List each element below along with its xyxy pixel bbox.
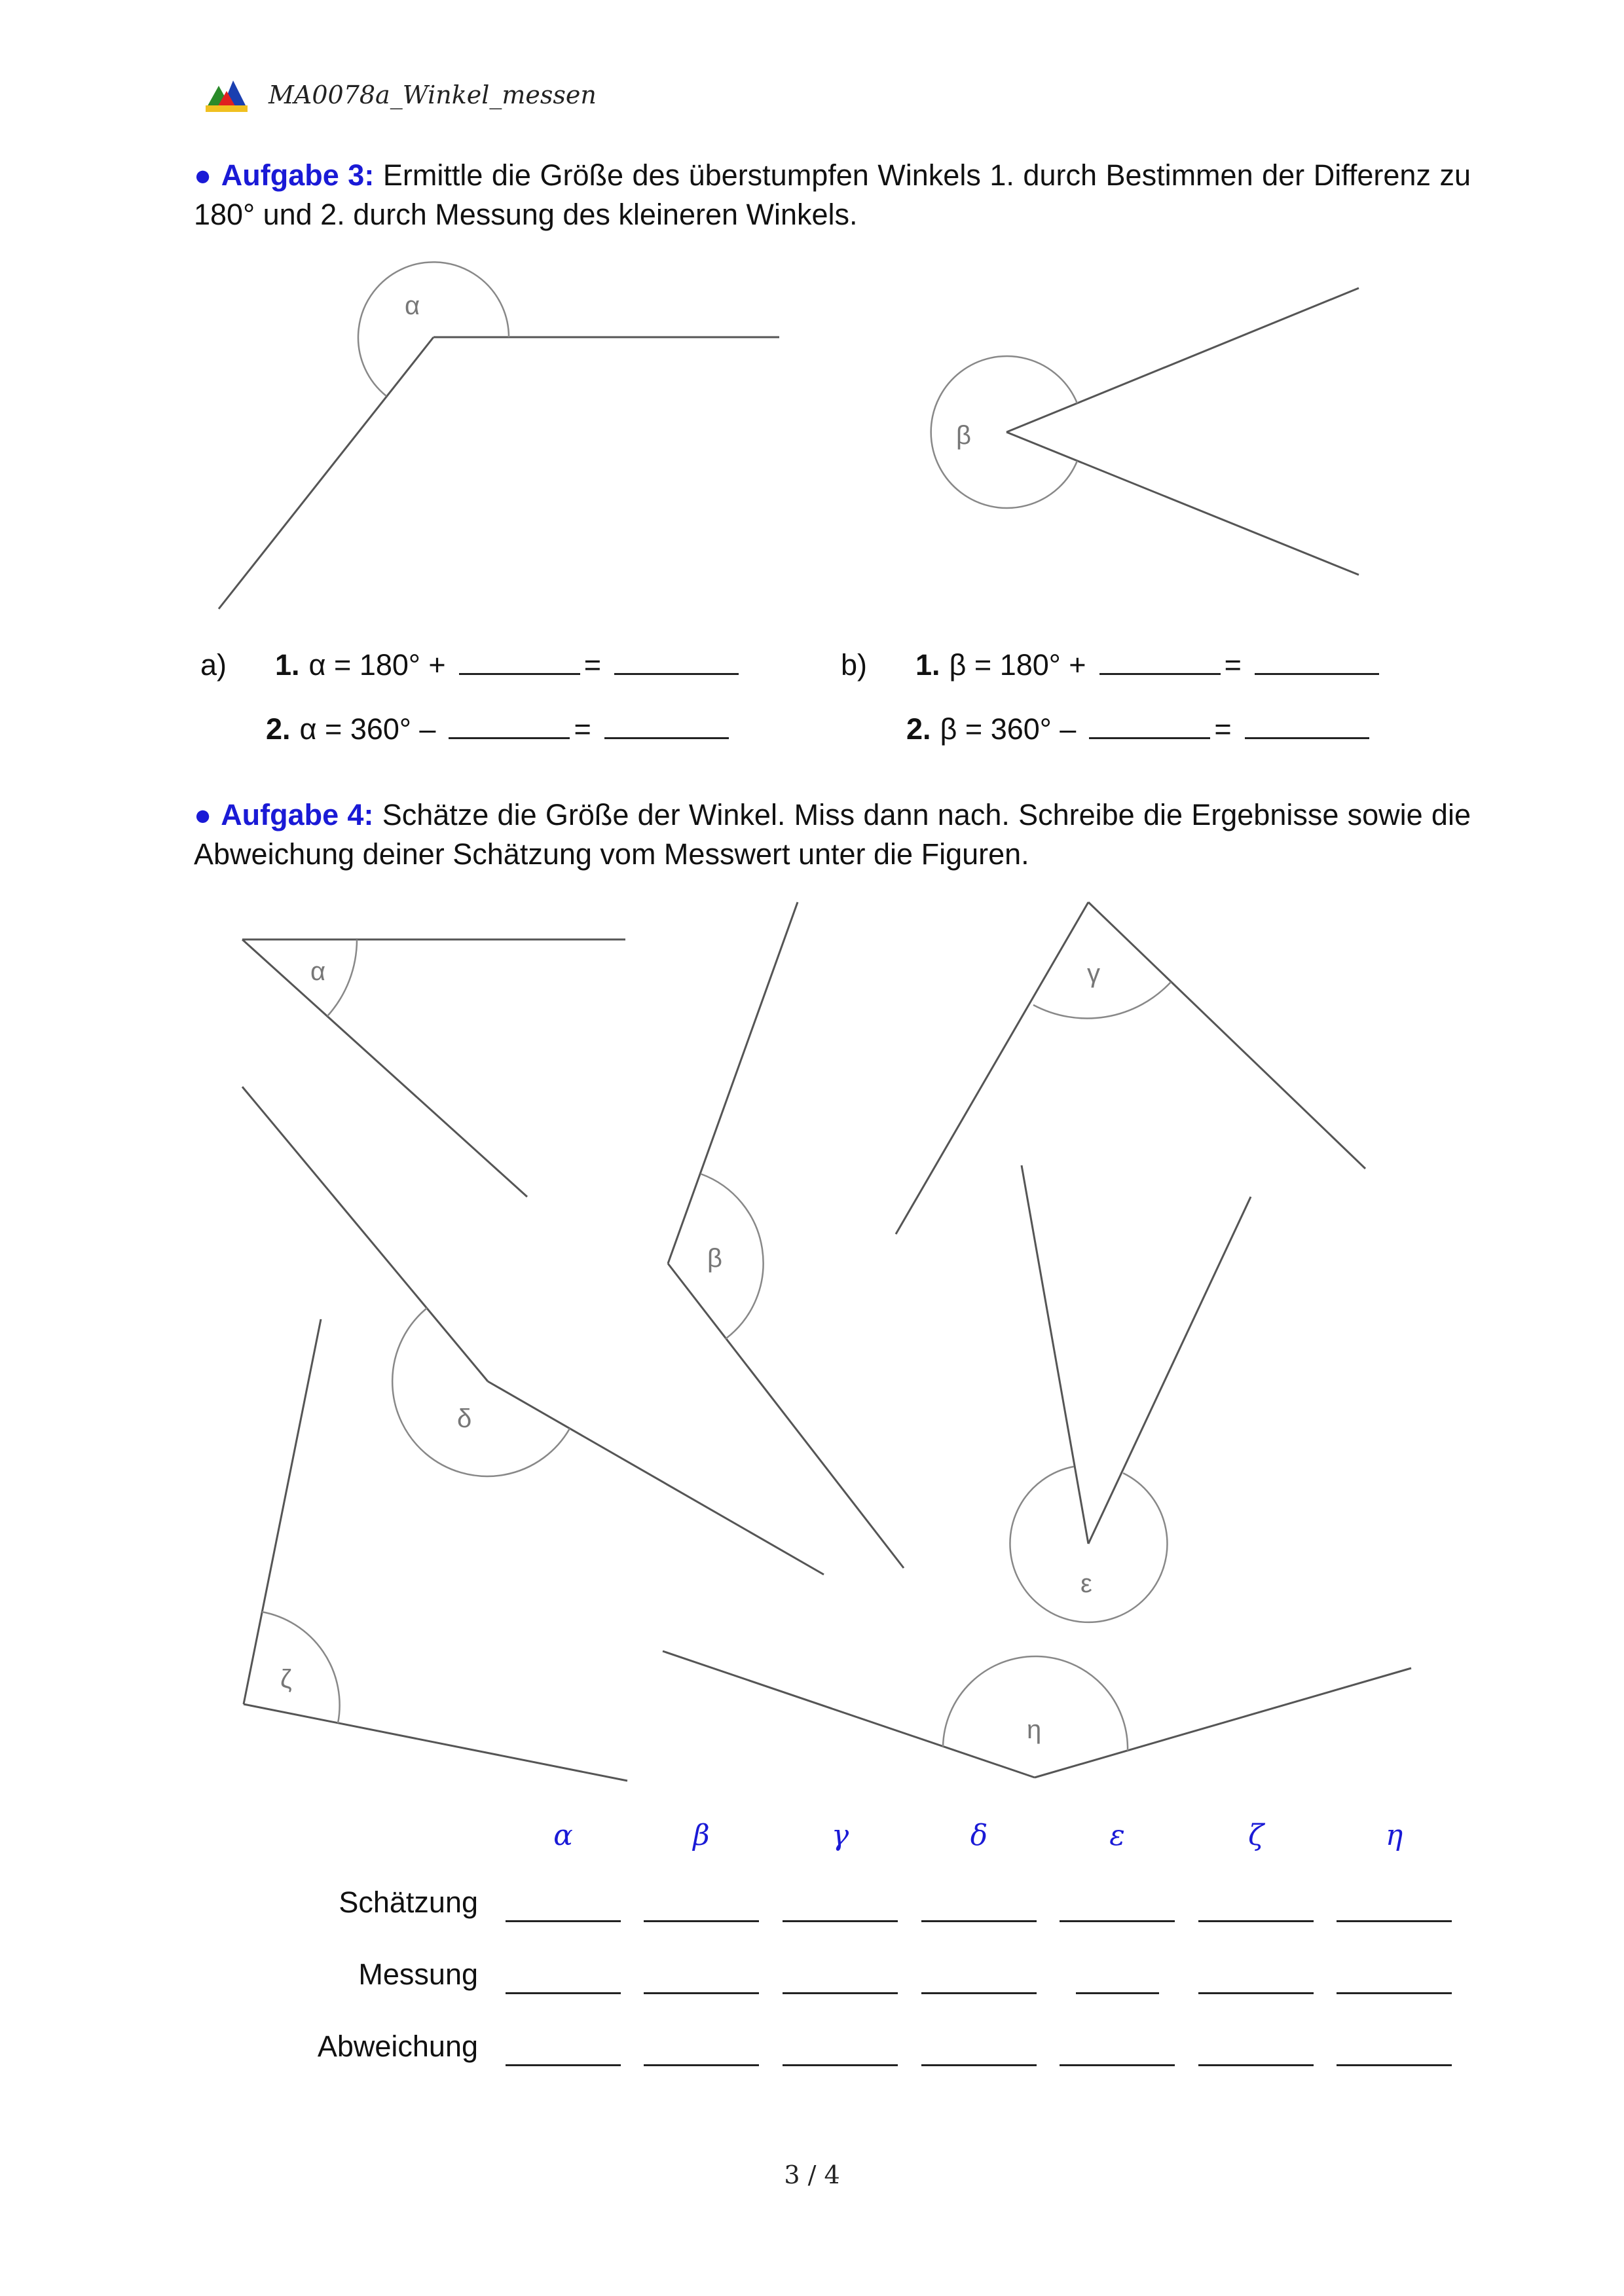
measurement-blank-alpha[interactable] <box>506 1992 621 1994</box>
task4-figure-eta <box>663 1651 1411 1777</box>
task3-eq-a-row2-blank-1[interactable] <box>449 711 570 739</box>
table-header-alpha: α <box>553 1819 573 1852</box>
task4-alpha-arc <box>327 939 357 1016</box>
measurement-blank-beta[interactable] <box>644 1992 759 1994</box>
measurement-blank-zeta[interactable] <box>1198 1992 1314 1994</box>
task3-eq-a-row2-expr: α = 360° – <box>299 712 436 746</box>
task4-zeta-label: ζ <box>280 1665 292 1694</box>
task3-eq-a-row1 <box>200 647 743 682</box>
task4-figure-gamma <box>896 902 1365 1234</box>
task4-epsilon-label: ε <box>1080 1569 1092 1598</box>
measurement-blank-eta[interactable] <box>1337 1992 1452 1994</box>
task-4-text: Schätze die Größe der Winkel. Miss dann nach. Schreibe die Ergebnisse sowie die Abweichung deiner Schätzung vom Messwert unter die Figuren. <box>194 798 1471 871</box>
estimate-blank-zeta[interactable] <box>1198 1920 1314 1922</box>
task4-eta-label: η <box>1027 1715 1042 1744</box>
deviation-blank-epsilon[interactable] <box>1060 2064 1175 2066</box>
task3-eq-b-row1-expr: β = 180° + <box>949 648 1086 682</box>
task3-eq-a-letter: a) <box>200 648 227 682</box>
task3-beta-label: β <box>956 421 972 450</box>
estimate-blank-eta[interactable] <box>1337 1920 1452 1922</box>
estimate-blank-delta[interactable] <box>921 1920 1037 1922</box>
task3-beta-ray-2 <box>1006 432 1359 575</box>
task3-eq-b-row1-num: 1. <box>915 648 940 682</box>
task3-eq-b-row2-num: 2. <box>906 712 931 746</box>
estimate-blank-alpha[interactable] <box>506 1920 621 1922</box>
task4-epsilon-arc <box>1010 1467 1167 1622</box>
task3-eq-b-row2 <box>906 711 1373 746</box>
task3-eq-b-row1-blank-2[interactable] <box>1255 647 1379 675</box>
task3-alpha-label: α <box>405 291 420 320</box>
task3-eq-b-row2-blank-2[interactable] <box>1245 711 1369 739</box>
task-3-bullet: ● <box>194 158 213 192</box>
table-header-epsilon: ε <box>1109 1819 1125 1852</box>
task3-eq-a-row1-expr: α = 180° + <box>308 648 446 682</box>
task-3-label: Aufgabe 3: <box>221 158 375 192</box>
doc-title: MA0078a_Winkel_messen <box>268 81 597 109</box>
task3-eq-a-row1-num: 1. <box>275 648 300 682</box>
measurement-blank-gamma[interactable] <box>783 1992 898 1994</box>
estimate-blank-gamma[interactable] <box>783 1920 898 1922</box>
task3-beta-ray-1 <box>1006 288 1359 432</box>
task4-delta-ray-2 <box>488 1381 824 1575</box>
deviation-blank-alpha[interactable] <box>506 2064 621 2066</box>
table-header-eta: η <box>1385 1819 1403 1852</box>
task-4-instruction <box>194 795 1471 874</box>
task4-eta-ray-1 <box>663 1651 1035 1777</box>
task4-delta-label: δ <box>457 1404 472 1433</box>
table-header-zeta: ζ <box>1248 1819 1264 1852</box>
task3-eq-b-row2-equals: = <box>1214 712 1232 746</box>
task3-eq-b-row1-equals: = <box>1224 648 1242 682</box>
task3-eq-b-row1 <box>841 647 1383 682</box>
task3-eq-b-row2-blank-1[interactable] <box>1089 711 1210 739</box>
task4-gamma-ray-1 <box>896 902 1088 1234</box>
task4-delta-ray-1 <box>242 1087 488 1381</box>
task3-figure-beta <box>931 288 1359 575</box>
table-header-delta: δ <box>970 1819 988 1852</box>
deviation-blank-gamma[interactable] <box>783 2064 898 2066</box>
task4-figure-beta <box>668 902 904 1568</box>
task4-gamma-arc <box>1033 982 1171 1018</box>
deviation-blank-zeta[interactable] <box>1198 2064 1314 2066</box>
page-number: 3 / 4 <box>784 2160 840 2189</box>
task3-eq-a-row2-equals: = <box>574 712 591 746</box>
task3-figure-alpha <box>219 262 779 609</box>
task3-eq-a-row2-blank-2[interactable] <box>604 711 729 739</box>
task4-beta-ray-1 <box>668 902 798 1264</box>
task4-gamma-ray-2 <box>1088 902 1365 1169</box>
task4-eta-ray-2 <box>1035 1668 1411 1777</box>
task3-eq-a-row2 <box>266 711 733 746</box>
table-header-beta: β <box>693 1819 710 1852</box>
task4-zeta-ray-1 <box>244 1319 321 1704</box>
task3-beta-arc <box>931 356 1077 508</box>
task4-figure-delta <box>242 1087 824 1575</box>
task4-zeta-arc <box>262 1612 340 1723</box>
task4-beta-ray-2 <box>668 1264 904 1568</box>
task3-eq-b-letter: b) <box>841 648 868 682</box>
task4-gamma-label: γ <box>1087 959 1100 988</box>
measurement-blank-delta[interactable] <box>921 1992 1037 1994</box>
task-4-label: Aufgabe 4: <box>221 798 374 831</box>
deviation-blank-eta[interactable] <box>1337 2064 1452 2066</box>
table-row-label-estimate: Schätzung <box>339 1886 478 1919</box>
table-row-label-measurement: Messung <box>358 1958 478 1991</box>
task4-alpha-ray-2 <box>242 939 527 1197</box>
task3-eq-b-row1-blank-1[interactable] <box>1099 647 1221 675</box>
task4-alpha-label: α <box>310 957 326 986</box>
task4-epsilon-ray-2 <box>1088 1197 1251 1544</box>
deviation-blank-delta[interactable] <box>921 2064 1037 2066</box>
task3-alpha-arc <box>358 262 509 396</box>
task3-eq-b-row2-expr: β = 360° – <box>940 712 1077 746</box>
task4-epsilon-ray-1 <box>1022 1165 1088 1544</box>
task4-beta-label: β <box>707 1244 723 1273</box>
task3-eq-a-row2-num: 2. <box>266 712 291 746</box>
task3-eq-a-row1-equals: = <box>583 648 601 682</box>
table-row-label-deviation: Abweichung <box>317 2030 478 2063</box>
estimate-blank-epsilon[interactable] <box>1060 1920 1175 1922</box>
task4-figure-epsilon <box>1010 1165 1251 1622</box>
task-4-bullet: ● <box>194 798 212 831</box>
task3-eq-a-row1-blank-2[interactable] <box>614 647 739 675</box>
task4-delta-arc <box>392 1308 570 1476</box>
task3-alpha-ray-2 <box>219 337 434 609</box>
task4-zeta-ray-2 <box>244 1704 627 1781</box>
estimate-blank-beta[interactable] <box>644 1920 759 1922</box>
task-3-text: Ermittle die Größe des überstumpfen Winkels 1. durch Bestimmen der Differenz zu 180° und 2. durch Messung des kleineren Winkels. <box>194 158 1471 231</box>
measurement-blank-epsilon[interactable] <box>1076 1992 1159 1994</box>
table-header-gamma: γ <box>831 1819 849 1852</box>
deviation-blank-beta[interactable] <box>644 2064 759 2066</box>
task3-eq-a-row1-blank-1[interactable] <box>459 647 580 675</box>
task4-figure-zeta <box>244 1319 627 1781</box>
task4-figure-alpha <box>242 939 625 1197</box>
